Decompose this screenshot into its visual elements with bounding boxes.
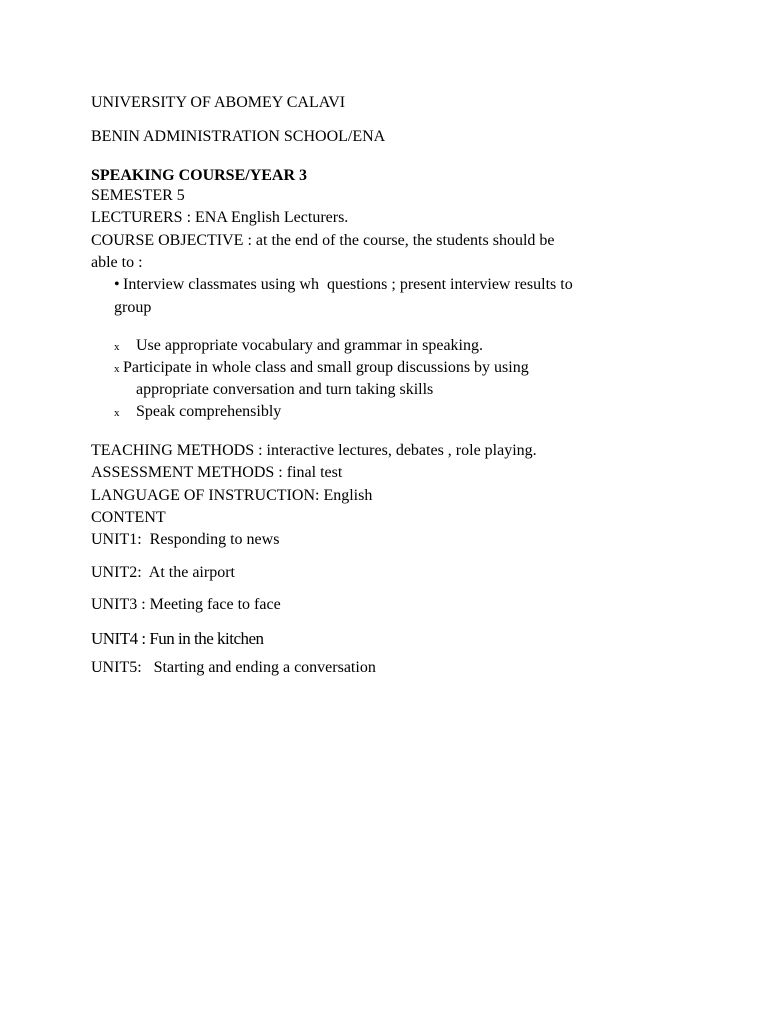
teaching-methods: TEACHING METHODS : interactive lectures, debates , role playing.: [91, 442, 537, 459]
unit-item: UNIT1: Responding to news: [91, 531, 280, 548]
bullet-icon: •: [114, 276, 120, 293]
unit-item: UNIT2: At the airport: [91, 564, 235, 581]
objective-item-2: Use appropriate vocabulary and grammar in speaking.: [136, 337, 483, 354]
objective-item-3-line1: Participate in whole class and small group discussions by using: [123, 359, 529, 376]
course-objective-line1: COURSE OBJECTIVE : at the end of the course, the students should be: [91, 232, 555, 249]
content-heading: CONTENT: [91, 509, 166, 526]
university-name: UNIVERSITY OF ABOMEY CALAVI: [91, 94, 346, 111]
objective-item-1-line2: group: [114, 299, 152, 316]
unit-item: UNIT5: Starting and ending a conversation: [91, 659, 376, 676]
x-marker-icon: x: [114, 407, 120, 419]
school-name: BENIN ADMINISTRATION SCHOOL/ENA: [91, 128, 386, 145]
objective-item-3-line2: appropriate conversation and turn taking skills: [136, 381, 434, 398]
objective-item-1-line1: Interview classmates using wh questions ; present interview results to: [123, 276, 573, 293]
x-marker-icon: x: [114, 363, 120, 375]
unit-item: UNIT3 : Meeting face to face: [91, 596, 281, 613]
objective-item-4: Speak comprehensibly: [136, 403, 282, 420]
language-of-instruction: LANGUAGE OF INSTRUCTION: English: [91, 487, 373, 504]
unit-item: UNIT4 : Fun in the kitchen: [91, 629, 264, 648]
course-title: SPEAKING COURSE/YEAR 3: [91, 167, 308, 184]
course-objective-line2: able to :: [91, 254, 143, 271]
assessment-methods: ASSESSMENT METHODS : final test: [91, 464, 343, 481]
x-marker-icon: x: [114, 341, 120, 353]
lecturers: LECTURERS : ENA English Lecturers.: [91, 209, 349, 226]
semester: SEMESTER 5: [91, 187, 185, 204]
